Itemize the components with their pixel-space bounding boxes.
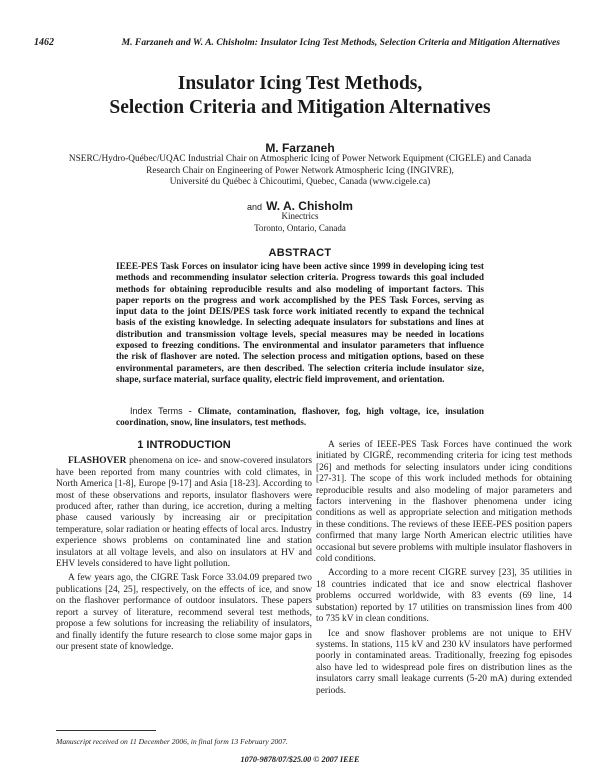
paragraph: A few years ago, the CIGRE Task Force 33.04.09 prepared two publications [24, 25], respectively, on the effects of ice, and snow on the flashover performance of outdoor insulators. These papers report a survey of literature, recommend several test methods, propose a few solutions for increasing the reliability of insulators, and finally identify the future research to close some major gaps in our present state of knowledge. — [56, 573, 312, 652]
section-heading: 1 INTRODUCTION — [137, 439, 231, 451]
paragraph: Ice and snow flashover problems are not unique to EHV systems. In stations, 115 kV and 230 kV insulators have performed poorly in contaminated areas. Traditionally, freezing fog episodes also have led to widespread pole fires on distribution lines as the insulators carry small leakage currents (5-20 mA) during extended periods. — [316, 628, 572, 696]
affiliation-line: Kinectrics — [281, 211, 319, 221]
paper-title — [0, 72, 600, 120]
manuscript-footnote: Manuscript received on 11 December 2006, in final form 13 February 2007. — [56, 737, 288, 746]
lead-word: FLASHOVER — [68, 456, 127, 467]
author-2-affiliation — [0, 211, 600, 234]
running-header: M. Farzaneh and W. A. Chisholm: Insulator Icing Test Methods, Selection Criteria and Mitigation Alternatives — [121, 37, 560, 48]
affiliation-line: Research Chair on Engineering of Power Network Atmospheric Icing (INGIVRE), — [146, 165, 454, 176]
title-line-2: Selection Criteria and Mitigation Alternatives — [109, 97, 491, 118]
paragraph: According to a more recent CIGRE survey [23], 35 utilities in 18 countries indicated that ice and snow electrical flashover problems occurred worldwide, with 83 events (69 line, 14 substation) reported by 17 utilities on transmission lines from 400 to 735 kV in clean conditions. — [316, 568, 572, 625]
index-terms-text: - Climate, contamination, flashover, fog, high voltage, ice, insulation coordination, snow, line insulators, test methods. — [116, 406, 485, 428]
right-column — [316, 440, 572, 700]
author-conjunction: and — [247, 202, 263, 212]
footnote-rule — [56, 730, 156, 731]
author-1-affiliation — [30, 154, 570, 189]
affiliation-line: Université du Québec à Chicoutimi, Quebec, Canada (www.cigele.ca) — [169, 177, 431, 187]
affiliation-line: Toronto, Ontario, Canada — [254, 222, 346, 233]
abstract-heading: ABSTRACT — [268, 247, 332, 259]
abstract-text: IEEE-PES Task Forces on insulator icing have been active since 1999 in developing icing test methods and recommending insulator selection criteria. Progress towards this goal included methods for obtaining reproducible results and also modeling of important factors. This paper reports on the progress and work accomplished by the PES Task Forces, serving as input data to the joint DEIS/PES task force work initiated recently to expand the technical basis of the existing knowledge. In selecting adequate insulators for substations and lines at distribution and transmission voltage levels, special measures may be needed in locations exposed to freezing conditions. The environmental and insulator parameters that influence the risk of flashover are noted. The selection process and mitigation options, based on these environmental parameters, are then described. The selection criteria include insulator size, shape, surface material, surface quality, electric field improvement, and orientation. — [116, 261, 484, 384]
paragraph-text: phenomena on ice- and snow-covered insulators have been reported from many countries with cold climates, in North America [1-8], Europe [9-17] and Asia [18-23]. According to most of these observations and reports, insulator flashovers were produced after, rather than during, ice accretion, during a melting phase caused variously by increasing air or precipitation temperature, solar radiation or heating effects of local arcs. Industry experience shows problems on contaminated line and station insulators at all voltage levels, and also on insulators at HV and EHV levels considered to have light pollution. — [56, 456, 312, 570]
left-column — [56, 440, 312, 656]
index-terms-label: Index Terms — [130, 406, 183, 416]
page-number: 1462 — [34, 37, 54, 48]
title-line-1: Insulator Icing Test Methods, — [177, 73, 423, 94]
paragraph: A series of IEEE-PES Task Forces have continued the work initiated by CIGRÉ, recommending criteria for icing test methods [26] and methods for selecting insulators under icing conditions [27-31]. The scope of this work included methods for obtaining reproducible results and also modeling of major parameters and factors intervening in the flashover phenomena under icing conditions as well as appropriate selection and mitigation methods in these conditions. The reviews of these IEEE-PES position papers confirmed that many large North American electric utilities have occasional but severe problems with multiple insulator flashovers in cold conditions. — [316, 440, 572, 565]
paragraph — [56, 456, 312, 570]
index-terms — [116, 406, 484, 429]
affiliation-line: NSERC/Hydro-Québec/UQAC Industrial Chair on Atmospheric Icing of Power Network Equipment (CIGELE) and Canada — [68, 154, 532, 164]
author-2-name: W. A. Chisholm — [266, 199, 353, 213]
copyright-line: 1070-9878/07/$25.00 © 2007 IEEE — [240, 755, 360, 764]
author-1-name: M. Farzaneh — [265, 141, 335, 155]
